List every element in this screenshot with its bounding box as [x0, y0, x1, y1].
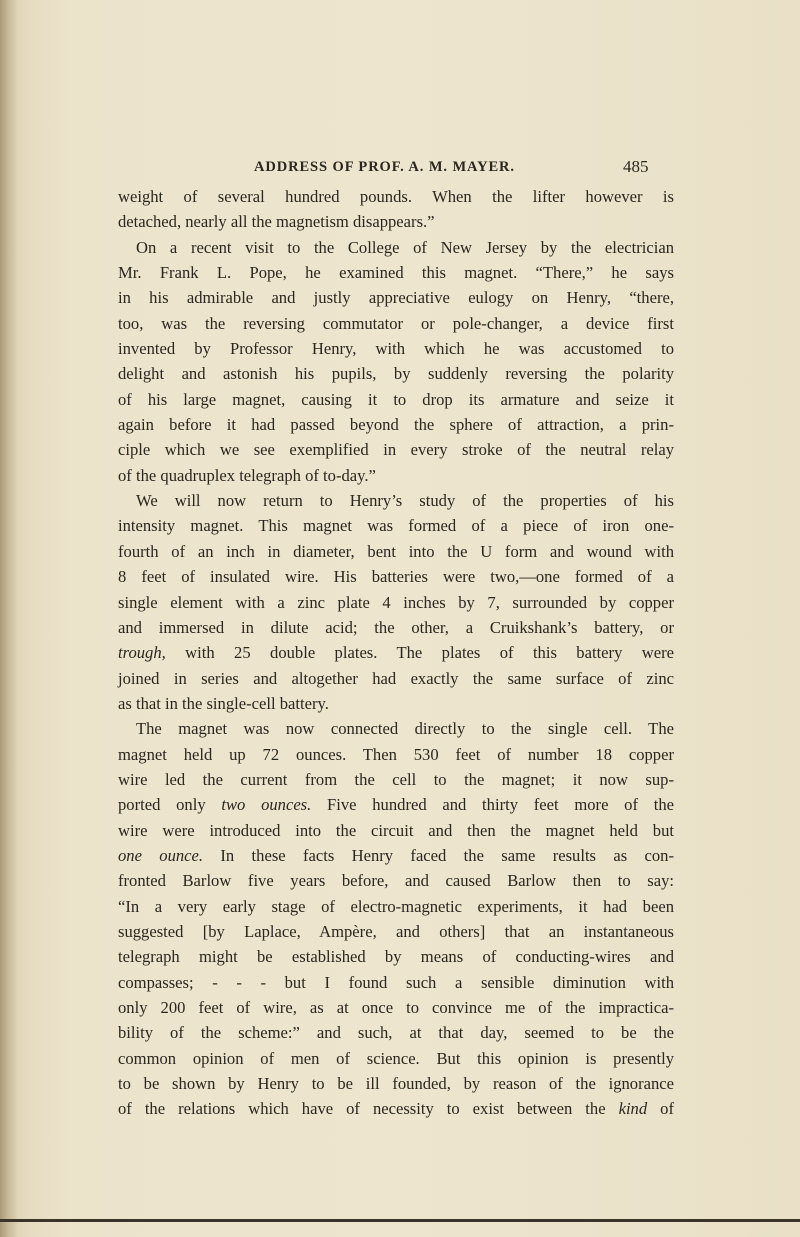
- bottom-edge-rule: [0, 1219, 800, 1222]
- text-line: delight and astonish his pupils, by suddenly reversing the polarity: [118, 364, 674, 384]
- text-line: invented by Professor Henry, with which he was accustomed to: [118, 339, 674, 359]
- italic-word-kind: kind: [618, 1099, 648, 1119]
- text-line: magnet held up 72 ounces. Then 530 feet of number 18 copper: [118, 744, 674, 764]
- text-line: of the relations which have of necessity to exist between the kind of: [118, 1099, 674, 1119]
- text-line: suggested [by Laplace, Ampère, and others] that an instantaneous: [118, 921, 674, 941]
- text-line: wire were introduced into the circuit and then the magnet held but: [118, 820, 674, 840]
- text-line: again before it had passed beyond the sphere of attraction, a prin-: [118, 415, 674, 435]
- text-line: telegraph might be established by means of conducting-wires and: [118, 947, 674, 967]
- text-line: We will now return to Henry’s study of the properties of his: [136, 491, 674, 511]
- text-line: wire led the current from the cell to the magnet; it now sup-: [118, 769, 674, 789]
- italic-two-ounces: two ounces.: [221, 795, 312, 815]
- text-line: trough, with 25 double plates. The plates of this battery were: [118, 643, 674, 663]
- text-line: in his admirable and justly appreciative eulogy on Henry, “there,: [118, 288, 674, 308]
- text-line: 8 feet of insulated wire. His batteries were two,—one formed of a: [118, 567, 674, 587]
- binding-shadow: [0, 0, 18, 1237]
- text-line: ciple which we see exemplified in every stroke of the neutral relay: [118, 440, 674, 460]
- text-line: of the quadruplex telegraph of to-day.”: [118, 465, 376, 485]
- text-line: to be shown by Henry to be ill founded, by reason of the ignorance: [118, 1074, 674, 1094]
- text-line: fourth of an inch in diameter, bent into the U form and wound with: [118, 541, 674, 561]
- text-line: only 200 feet of wire, as at once to convince me of the impractica-: [118, 998, 674, 1017]
- text-line: The magnet was now connected directly to the single cell. The: [136, 719, 674, 739]
- text-line: too, was the reversing commutator or pole-changer, a device first: [118, 313, 674, 333]
- text-line: compasses; - - - but I found such a sensible diminution with: [118, 972, 674, 992]
- text-line: ported only two ounces. Five hundred and thirty feet more of the: [118, 795, 674, 815]
- text-line: single element with a zinc plate 4 inches by 7, surrounded by copper: [118, 592, 674, 612]
- text-line: bility of the scheme:” and such, at that day, seemed to be the: [118, 1023, 674, 1043]
- italic-one-ounce: one ounce.: [118, 845, 204, 865]
- text-line: Mr. Frank L. Pope, he examined this magnet. “There,” he says: [118, 263, 674, 283]
- text-line: one ounce. In these facts Henry faced the same results as con-: [118, 845, 674, 865]
- text-line: intensity magnet. This magnet was formed of a piece of iron one-: [118, 516, 674, 536]
- text-line: and immersed in dilute acid; the other, a Cruikshank’s battery, or: [118, 617, 674, 637]
- text-line: of his large magnet, causing it to drop its armature and seize it: [118, 389, 674, 409]
- text-line: as that in the single-cell battery.: [118, 693, 329, 713]
- running-head-title: ADDRESS OF PROF. A. M. MAYER.: [254, 159, 515, 175]
- body-text: [118, 184, 674, 1122]
- text-line: fronted Barlow five years before, and caused Barlow then to say:: [118, 871, 674, 891]
- text-line: “In a very early stage of electro-magnetic experiments, it had been: [118, 896, 674, 916]
- text-line: detached, nearly all the magnetism disappears.”: [118, 212, 435, 232]
- text-line: common opinion of men of science. But this opinion is presently: [118, 1048, 674, 1068]
- page-number: 485: [623, 157, 649, 176]
- italic-word-trough: trough,: [118, 643, 166, 663]
- running-head: [0, 159, 800, 181]
- text-line: joined in series and altogether had exactly the same surface of zinc: [118, 668, 674, 688]
- text-line: weight of several hundred pounds. When the lifter however is: [118, 187, 674, 206]
- text-line: On a recent visit to the College of New Jersey by the electrician: [136, 237, 674, 257]
